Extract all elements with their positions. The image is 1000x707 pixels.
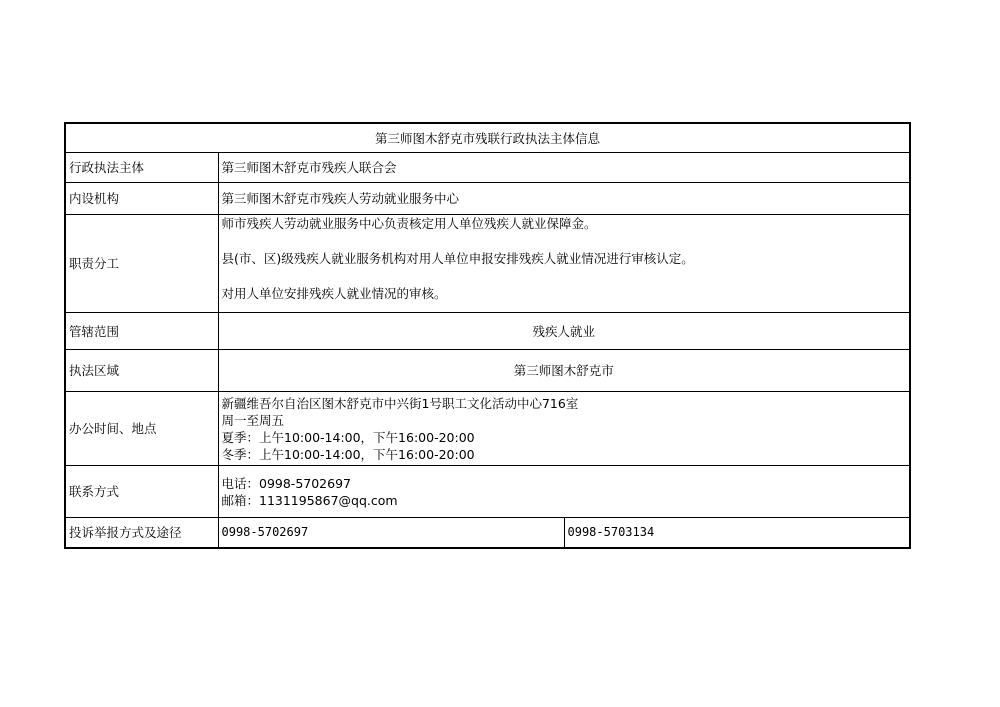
row-label-office: 办公时间、地点 <box>65 392 218 466</box>
row-value-subject: 第三师图木舒克市残疾人联合会 <box>218 153 910 183</box>
row-label-complaint: 投诉举报方式及途径 <box>65 518 218 548</box>
row-label-duties: 职责分工 <box>65 215 218 313</box>
table-row <box>65 183 910 215</box>
row-value-duties <box>218 215 910 313</box>
duty-line: 对用人单位安排残疾人就业情况的审核。 <box>221 286 447 301</box>
row-value-contact <box>218 466 910 518</box>
table-row <box>65 313 910 350</box>
row-label-subject: 行政执法主体 <box>65 153 218 183</box>
table-title: 第三师图木舒克市残联行政执法主体信息 <box>65 123 910 153</box>
duty-line: 师市残疾人劳动就业服务中心负责核定用人单位残疾人就业保障金。 <box>221 216 597 231</box>
contact-phone: 电话：0998-5702697 <box>221 475 351 491</box>
contact-email: 邮箱：1131195867@qq.com <box>221 492 398 508</box>
row-label-contact: 联系方式 <box>65 466 218 518</box>
table-row <box>65 350 910 392</box>
complaint-phone-2: 0998-5703134 <box>564 518 910 548</box>
row-value-region: 第三师图木舒克市 <box>218 350 910 392</box>
info-table <box>64 122 911 549</box>
row-value-office <box>218 392 910 466</box>
duty-line: 县(市、区)级残疾人就业服务机构对用人单位申报安排残疾人就业情况进行审核认定。 <box>221 251 694 266</box>
table-row <box>65 392 910 466</box>
row-label-agency: 内设机构 <box>65 183 218 215</box>
complaint-phone-1: 0998-5702697 <box>218 518 564 548</box>
office-days: 周一至周五 <box>221 412 285 428</box>
table-row <box>65 215 910 313</box>
office-address: 新疆维吾尔自治区图木舒克市中兴街1号职工文化活动中心716室 <box>221 395 579 411</box>
table-row <box>65 518 910 548</box>
office-hours-winter: 冬季：上午10:00-14:00，下午16:00-20:00 <box>221 446 475 462</box>
row-value-scope: 残疾人就业 <box>218 313 910 350</box>
table-row <box>65 153 910 183</box>
table-row <box>65 466 910 518</box>
office-hours-summer: 夏季：上午10:00-14:00，下午16:00-20:00 <box>221 429 475 445</box>
row-value-agency: 第三师图木舒克市残疾人劳动就业服务中心 <box>218 183 910 215</box>
table-title-row <box>65 123 910 153</box>
row-label-scope: 管辖范围 <box>65 313 218 350</box>
row-label-region: 执法区域 <box>65 350 218 392</box>
